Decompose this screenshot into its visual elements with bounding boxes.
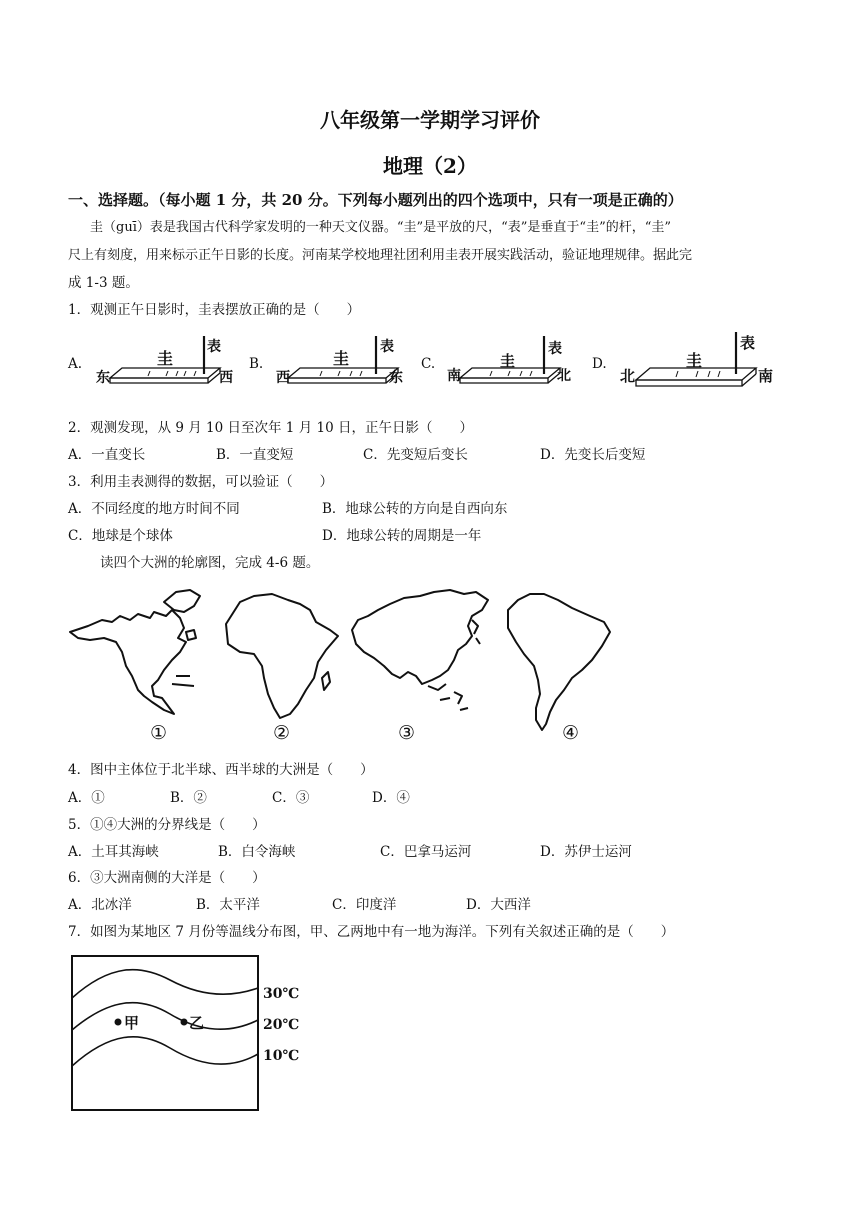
q5-option-a: A．土耳其海峡: [68, 844, 159, 860]
q5-option-b: B．白令海峡: [218, 844, 296, 860]
q1-option-a-letter: A.: [68, 356, 83, 372]
point-jia-marker: [115, 1019, 122, 1026]
intro-line-1: 圭（guī）表是我国古代科学家发明的一种天文仪器。“圭”是平放的尺，“表”是垂直于“圭”的杆，“圭”: [90, 220, 672, 235]
isotherm-20: [72, 1003, 258, 1030]
q4-option-a: A．①: [68, 790, 105, 806]
continent-label-1: ①: [150, 722, 168, 744]
q1-c-gui-label: 圭: [500, 352, 516, 370]
intro-line-2: 尺上有刻度，用来标示正午日影的长度。河南某学校地理社团利用圭表开展实践活动，验证地理规律。据此完: [68, 248, 693, 263]
q6-option-a: A．北冰洋: [68, 897, 132, 913]
point-yi-label: 乙: [189, 1014, 205, 1032]
q1-option-c-diagram: [442, 334, 592, 394]
q1-a-gui-label: 圭: [157, 349, 174, 368]
q3-option-c: C．地球是个球体: [68, 528, 173, 544]
q1-a-biao-label: 表: [207, 339, 221, 355]
q1-b-biao-label: 表: [380, 339, 394, 355]
q1-a-right-dir: 西: [219, 370, 233, 386]
q3-option-a: A．不同经度的地方时间不同: [68, 501, 240, 517]
isotherm-label-20: 20℃: [263, 1017, 300, 1033]
continent-label-4: ④: [562, 722, 580, 744]
q4-option-b: B．②: [170, 790, 207, 806]
q4-option-c: C．③: [272, 790, 310, 806]
q1-a-left-dir: 东: [96, 370, 110, 386]
q2-option-c: C．先变短后变长: [363, 447, 468, 463]
q3-option-d: D．地球公转的周期是一年: [322, 528, 482, 544]
q1-b-right-dir: 东: [389, 370, 403, 386]
question-5-stem: 5．①④大洲的分界线是（ ）: [68, 817, 266, 833]
q5-option-c: C．巴拿马运河: [380, 844, 472, 860]
africa-outline: [226, 594, 338, 718]
asia-outline: [352, 590, 488, 684]
q6-option-b: B．太平洋: [196, 897, 260, 913]
q3-option-b: B．地球公转的方向是自西向东: [322, 501, 508, 517]
page-title: 八年级第一学期学习评价: [320, 108, 540, 132]
continent-label-3: ③: [398, 722, 416, 744]
q2-option-d: D．先变长后变短: [540, 447, 646, 463]
point-jia-label: 甲: [124, 1014, 140, 1032]
intro-line-3: 成 1-3 题。: [68, 275, 139, 291]
greenland-outline: [164, 590, 200, 612]
q2-option-a: A．一直变长: [68, 447, 146, 463]
q1-d-biao-label: 表: [740, 334, 756, 352]
question-2-stem: 2．观测发现，从 9 月 10 日至次年 1 月 10 日，正午日影（ ）: [68, 420, 473, 436]
q1-c-left-dir: 南: [447, 368, 461, 384]
question-3-stem: 3．利用圭表测得的数据，可以验证（ ）: [68, 474, 334, 490]
q1-option-c-letter: C.: [421, 356, 436, 372]
section-heading: 一、选择题。（每小题 1 分，共 20 分。下列每小题列出的四个选项中，只有一项是正确的）: [68, 191, 683, 209]
page-subtitle: 地理（2）: [383, 154, 477, 178]
q1-option-d-diagram: [618, 330, 788, 396]
q1-c-biao-label: 表: [548, 341, 562, 357]
q1-option-b-letter: B.: [249, 356, 264, 372]
question-4-stem: 4．图中主体位于北半球、西半球的大洲是（ ）: [68, 762, 374, 778]
madagascar-outline: [322, 672, 330, 690]
q1-d-right-dir: 南: [758, 367, 774, 385]
q1-d-left-dir: 北: [620, 367, 636, 385]
q1-d-gui-label: 圭: [686, 351, 703, 370]
continent-label-2: ②: [273, 722, 291, 744]
question-7-stem: 7．如图为某地区 7 月份等温线分布图，甲、乙两地中有一地为海洋。下列有关叙述正确的是（ ）: [68, 924, 675, 940]
isotherm-map: [70, 954, 310, 1114]
continents-intro: 读四个大洲的轮廓图，完成 4-6 题。: [100, 555, 320, 571]
isotherm-label-30: 30℃: [263, 986, 300, 1002]
question-6-stem: 6．③大洲南侧的大洋是（ ）: [68, 870, 266, 886]
q5-option-d: D．苏伊士运河: [540, 844, 632, 860]
isotherm-30: [72, 970, 258, 998]
q4-option-d: D．④: [372, 790, 410, 806]
isotherm-label-10: 10℃: [263, 1048, 300, 1064]
south-america-outline: [508, 594, 610, 730]
q2-option-b: B．一直变短: [216, 447, 294, 463]
q1-b-gui-label: 圭: [333, 349, 350, 368]
q1-c-right-dir: 北: [557, 368, 571, 384]
north-america-outline: [70, 610, 186, 714]
q1-b-left-dir: 西: [276, 370, 290, 386]
q6-option-d: D．大西洋: [466, 897, 531, 913]
question-1-stem: 1．观测正午日影时，圭表摆放正确的是（ ）: [68, 302, 361, 318]
q1-option-d-letter: D.: [592, 356, 607, 372]
q6-option-c: C．印度洋: [332, 897, 397, 913]
point-yi-marker: [181, 1019, 188, 1026]
isotherm-10: [72, 1037, 258, 1066]
